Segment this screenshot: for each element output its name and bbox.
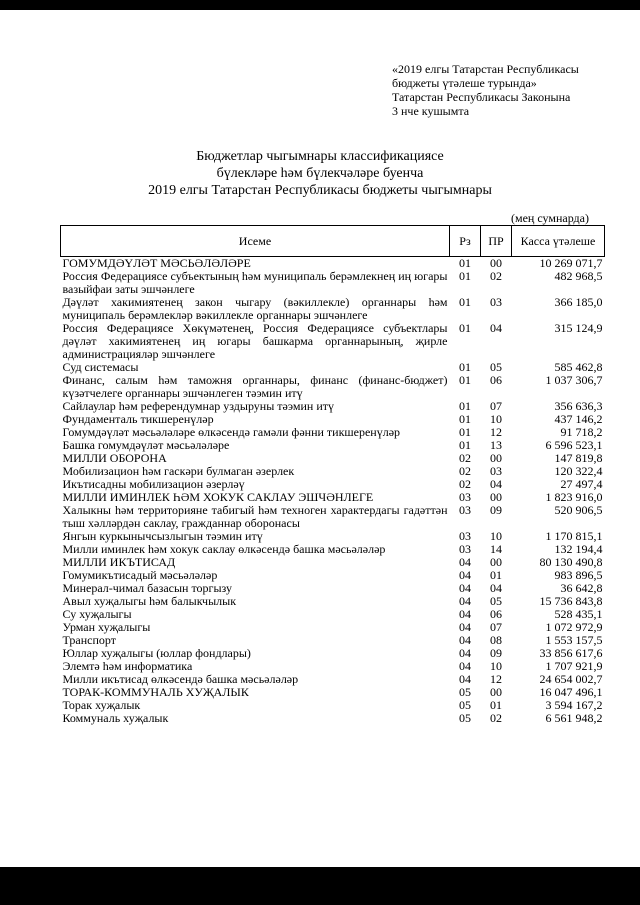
row-name-cell: Урман хуҗалыгы — [62, 620, 151, 634]
row-amount-cell: 1 170 815,1 — [545, 529, 603, 543]
row-name-cell: Юллар хуҗалыгы (юллар фондлары) — [62, 646, 251, 660]
table-header-row — [61, 226, 605, 257]
row-pr-cell: 14 — [490, 542, 502, 556]
row-rz-cell: 05 — [459, 698, 471, 712]
row-amount-cell: 132 194,4 — [554, 542, 603, 556]
row-amount-cell: 16 047 496,1 — [539, 685, 603, 699]
title-line: Бюджетлар чыгымнары классификациясе — [196, 149, 444, 164]
row-pr-cell: 09 — [490, 646, 502, 660]
row-name-cell: Минерал-чимал базасын торгызу — [62, 581, 233, 595]
row-amount-cell: 1 072 972,9 — [545, 620, 603, 634]
row-name-cell: Суд системасы — [62, 360, 139, 374]
header-amount: Касса үтәлеше — [512, 226, 605, 257]
row-amount-cell: 120 322,4 — [554, 464, 603, 478]
row-name-cell: Милли икътисад өлкәсендә башка мәсьәләләр — [62, 672, 299, 686]
table-row — [61, 322, 605, 361]
row-rz-cell: 03 — [459, 503, 471, 517]
table-row — [61, 296, 605, 322]
row-name-cell: Янгын куркынычсызлыгын тәэмин итү — [62, 529, 263, 543]
row-rz-cell: 03 — [459, 490, 471, 504]
row-rz-cell: 04 — [459, 555, 471, 569]
row-pr-cell: 12 — [490, 425, 502, 439]
row-name-cell: Транспорт — [62, 633, 116, 647]
row-rz-cell: 04 — [459, 672, 471, 686]
row-rz-cell: 01 — [459, 373, 471, 387]
units-note: (мең сумнарда) — [511, 211, 589, 225]
annex-reference — [392, 62, 579, 118]
annex-line: 3 нче кушымта — [392, 104, 470, 118]
row-amount-cell: 36 642,8 — [560, 581, 603, 595]
row-pr-cell: 00 — [490, 451, 502, 465]
table-row — [61, 621, 605, 634]
row-name-cell: МИЛЛИ ИКЪТИСАД — [62, 555, 176, 569]
table-body — [61, 257, 605, 726]
annex-line: Татарстан Республикасы Законына — [392, 90, 571, 104]
row-name-cell: Торак хуҗалык — [62, 698, 141, 712]
row-rz-cell: 03 — [459, 542, 471, 556]
row-pr-cell: 00 — [490, 555, 502, 569]
table-row — [61, 257, 605, 271]
row-pr-cell: 00 — [490, 490, 502, 504]
scan-top-border — [0, 0, 640, 10]
row-amount-cell: 437 146,2 — [554, 412, 603, 426]
row-pr-cell: 01 — [490, 698, 502, 712]
row-rz-cell: 04 — [459, 633, 471, 647]
row-pr-cell: 03 — [490, 295, 502, 309]
row-rz-cell: 01 — [459, 438, 471, 452]
row-amount-cell: 366 185,0 — [554, 295, 603, 309]
row-rz-cell: 04 — [459, 646, 471, 660]
row-amount-cell: 91 718,2 — [560, 425, 603, 439]
row-pr-cell: 13 — [490, 438, 502, 452]
row-pr-cell: 10 — [490, 659, 502, 673]
row-name-cell: Финанс, салым һәм таможня органнары, финанс (финанс-бюджет) күзәтчелеге органнары эшчәнлеген тәэмин итү — [62, 373, 448, 400]
row-pr-cell: 08 — [490, 633, 502, 647]
row-amount-cell: 10 269 071,7 — [539, 256, 603, 270]
row-pr-cell: 01 — [490, 568, 502, 582]
row-rz-cell: 05 — [459, 711, 471, 725]
row-pr-cell: 03 — [490, 464, 502, 478]
row-rz-cell: 04 — [459, 594, 471, 608]
row-rz-cell: 04 — [459, 581, 471, 595]
row-amount-cell: 356 636,3 — [554, 399, 603, 413]
row-name-cell: Элемтә һәм информатика — [62, 659, 193, 673]
row-rz-cell: 03 — [459, 529, 471, 543]
row-name-cell: Милли иминлек һәм хокук саклау өлкәсендә башка мәсьәләләр — [62, 542, 386, 556]
table-row — [61, 712, 605, 725]
row-amount-cell: 482 968,5 — [554, 269, 603, 283]
row-rz-cell: 01 — [459, 321, 471, 335]
row-pr-cell: 00 — [490, 256, 502, 270]
row-rz-cell: 01 — [459, 360, 471, 374]
table-row — [61, 374, 605, 400]
annex-line: бюджеты үтәлеше турында» — [392, 76, 537, 90]
row-amount-cell: 6 596 523,1 — [545, 438, 603, 452]
row-amount-cell: 80 130 490,8 — [539, 555, 603, 569]
row-pr-cell: 02 — [490, 269, 502, 283]
table-row — [61, 270, 605, 296]
row-name-cell: Фундаменталь тикшеренүләр — [62, 412, 214, 426]
row-name-cell: МИЛЛИ ИМИНЛЕК ҺӘМ ХОКУК САКЛАУ ЭШЧӘНЛЕГЕ — [62, 490, 374, 504]
row-pr-cell: 09 — [490, 503, 502, 517]
row-rz-cell: 04 — [459, 607, 471, 621]
row-pr-cell: 04 — [490, 581, 502, 595]
row-rz-cell: 04 — [459, 659, 471, 673]
row-pr-cell: 06 — [490, 607, 502, 621]
expenditure-table — [60, 225, 605, 725]
row-name-cell: Халыкны һәм территорияне табигый һәм техноген характердагы гадәттән тыш хәлләрдән саклау, гражданнар оборонасы — [62, 503, 448, 530]
row-pr-cell: 02 — [490, 711, 502, 725]
row-amount-cell: 33 856 617,6 — [539, 646, 603, 660]
row-rz-cell: 02 — [459, 451, 471, 465]
header-name: Исеме — [61, 226, 450, 257]
row-rz-cell: 02 — [459, 464, 471, 478]
row-rz-cell: 01 — [459, 269, 471, 283]
row-pr-cell: 12 — [490, 672, 502, 686]
row-amount-cell: 585 462,8 — [554, 360, 603, 374]
row-name-cell: Су хуҗалыгы — [62, 607, 132, 621]
row-rz-cell: 04 — [459, 620, 471, 634]
row-amount-cell: 24 654 002,7 — [539, 672, 603, 686]
row-amount-cell: 6 561 948,2 — [545, 711, 603, 725]
row-amount-cell: 315 124,9 — [554, 321, 603, 335]
title-line: бүлекләре һәм бүлекчәләре буенча — [216, 166, 424, 181]
table-row — [61, 686, 605, 699]
row-amount-cell: 3 594 167,2 — [545, 698, 603, 712]
row-name-cell: Икътисадны мобилизацион әзерләү — [62, 477, 245, 491]
row-pr-cell: 00 — [490, 685, 502, 699]
row-name-cell: Россия Федерациясе Хөкүмәтенең, Россия Федерациясе субъектлары дәүләт хакимиятенең иң югары башкарма органнарының, җирле администрацияләр эшчәнлеге — [62, 321, 448, 361]
row-amount-cell: 147 819,8 — [554, 451, 603, 465]
row-rz-cell: 01 — [459, 256, 471, 270]
table-row — [61, 595, 605, 608]
row-amount-cell: 1 823 916,0 — [545, 490, 603, 504]
row-name-cell: Авыл хуҗалыгы һәм балыкчылык — [62, 594, 237, 608]
row-rz-cell: 01 — [459, 425, 471, 439]
annex-line: «2019 елгы Татарстан Республикасы — [392, 62, 579, 76]
row-amount-cell: 528 435,1 — [554, 607, 603, 621]
row-rz-cell: 04 — [459, 568, 471, 582]
row-rz-cell: 02 — [459, 477, 471, 491]
row-name-cell: Россия Федерациясе субъектының һәм муниципаль берәмлекнең иң югары вазыйфаи заты эшчәнлеге — [62, 269, 448, 296]
header-pr: ПР — [481, 226, 512, 257]
row-name-cell: Сайлаулар һәм референдумнар уздыруны тәэмин итү — [62, 399, 335, 413]
row-name-cell: ТОРАК-КОММУНАЛЬ ХУҖАЛЫК — [62, 685, 249, 699]
row-pr-cell: 10 — [490, 412, 502, 426]
row-pr-cell: 04 — [490, 321, 502, 335]
row-amount-cell: 15 736 843,8 — [539, 594, 603, 608]
row-amount-cell: 1 553 157,5 — [545, 633, 603, 647]
row-rz-cell: 01 — [459, 412, 471, 426]
row-amount-cell: 983 896,5 — [554, 568, 603, 582]
row-amount-cell: 1 037 306,7 — [545, 373, 603, 387]
row-amount-cell: 520 906,5 — [554, 503, 603, 517]
row-pr-cell: 04 — [490, 477, 502, 491]
row-pr-cell: 10 — [490, 529, 502, 543]
row-name-cell: Башка гомумдәүләт мәсьәләләре — [62, 438, 230, 452]
row-name-cell: Гомумдәүләт мәсьәләләре өлкәсендә гамәли фәнни тикшеренүләр — [62, 425, 401, 439]
row-name-cell: Дәүләт хакимиятенең закон чыгару (вәкиллекле) органнары һәм муниципаль берәмлекләр вәкиллекле органнары эшчәнлеге — [62, 295, 448, 322]
row-pr-cell: 07 — [490, 399, 502, 413]
row-rz-cell: 01 — [459, 399, 471, 413]
row-name-cell: Гомумикътисадый мәсьәләләр — [62, 568, 218, 582]
row-rz-cell: 01 — [459, 295, 471, 309]
scan-bottom-border — [0, 867, 640, 905]
row-name-cell: Коммуналь хуҗалык — [62, 711, 169, 725]
row-amount-cell: 27 497,4 — [560, 477, 603, 491]
title-line: 2019 елгы Татарстан Республикасы бюджеты чыгымнары — [148, 183, 492, 198]
row-pr-cell: 06 — [490, 373, 502, 387]
row-name-cell: ГОМУМДӘҮЛӘТ МӘСЬӘЛӘЛӘРЕ — [62, 256, 251, 270]
row-pr-cell: 05 — [490, 594, 502, 608]
row-name-cell: МИЛЛИ ОБОРОНА — [62, 451, 167, 465]
table-row — [61, 504, 605, 530]
document-title — [0, 148, 640, 199]
row-rz-cell: 05 — [459, 685, 471, 699]
row-pr-cell: 05 — [490, 360, 502, 374]
row-name-cell: Мобилизацион һәм гаскәри булмаган әзерлек — [62, 464, 295, 478]
row-amount-cell: 1 707 921,9 — [545, 659, 603, 673]
row-pr-cell: 07 — [490, 620, 502, 634]
header-rz: Рз — [450, 226, 481, 257]
